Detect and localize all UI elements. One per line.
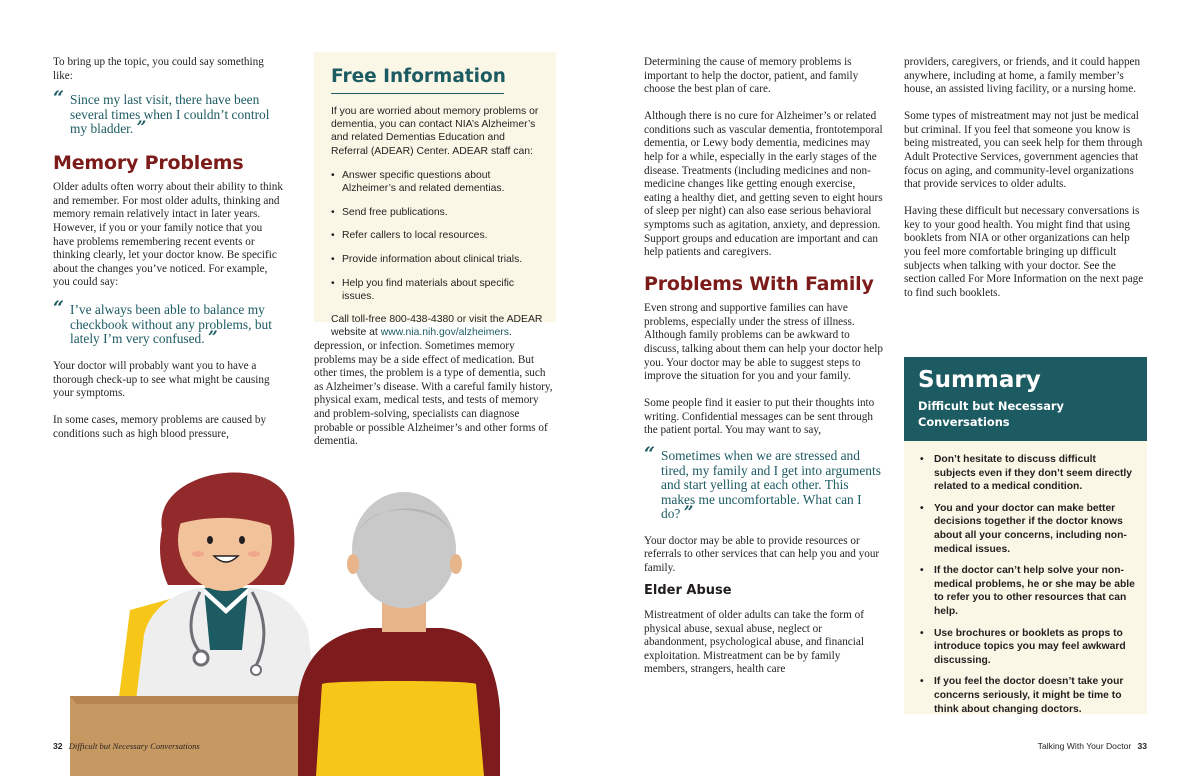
problems-with-family-heading: Problems With Family [644,272,874,295]
memory-problems-heading: Memory Problems [53,151,244,174]
right-footer [1038,741,1147,751]
info-list-item: • Refer callers to local resources. [331,229,543,242]
title-divider [331,93,504,94]
summary-body [904,441,1147,714]
right-col-2 [904,56,1144,300]
close-quote-icon: ” [136,118,147,139]
info-list-item: • Help you find materials about specific issues. [331,277,543,303]
memory-paragraph-3: In some cases, memory problems are caused by conditions such as high blood pressure, [53,414,267,440]
free-information-box [314,52,556,338]
family-paragraph-3: Your doctor may be able to provide resources or referrals to other services that can help you and your family. [644,534,880,574]
info-intro: If you are worried about memory problems or dementia, you can contact NIA’s Alzheimer’s and related Dementias Education and Referral (ADEAR) Center. ADEAR staff can: [331,106,539,157]
open-quote-icon: “ [53,87,64,110]
left-running-title: Difficult but Necessary Conversations [68,741,200,751]
left-col-2 [314,340,556,449]
conversations-paragraph: Having these difficult but necessary conversations is key to your good health. You might find that using booklets from NIA or other organizations can help you feel more comfortable bringing up difficult subjects when talking with your doctor. See the section called For More Information on the next page to find such booklets. [904,205,1144,299]
pull-quote-bladder [53,87,285,139]
info-list-item: • Answer specific questions about Alzheimer’s and related dementias. [331,169,543,195]
left-footer [53,741,200,751]
treatment-paragraph: Although there is no cure for Alzheimer’s or related conditions such as vascular dementia, frontotemporal dementia, or Lewy body dementia, medicines may help for a while, especially in the early stages of the disease. Treatments (including medicines and non-medicine changes like getting enough exercise, eating a healthy diet, and getting seven to eight hours of sleep per night) can also ease serious behavioral symptoms such as agitation, anxiety, and depression. Support groups and education are important and can help patients and caregivers. [644,110,883,259]
cause-paragraph: Determining the cause of memory problems is important to help the doctor, patient, and family choose the best plan of care. [644,56,859,96]
open-quote-icon: “ [644,443,655,466]
adear-website-link[interactable]: www.nia.nih.gov/alzheimers [380,326,509,338]
summary-item: • Don’t hesitate to discuss difficult subjects even if they don’t seem directly related to a medical condition. [918,453,1140,494]
pull-quote-family [644,443,884,524]
right-page-number: 33 [1137,741,1147,751]
summary-list [918,453,1140,724]
summary-title: Summary [918,367,1041,393]
left-page-number: 32 [53,741,63,751]
info-call-text: Call toll-free 800-438-4380 or visit the ADEAR website at www.nia.nih.gov/alzheimers. [331,313,543,338]
summary-item: • You and your doctor can make better decisions together if the doctor knows about all your concerns, including non-medical issues. [918,502,1140,556]
info-list-item: • Send free publications. [331,206,543,219]
info-list-item: • Provide information about clinical trials. [331,253,543,266]
summary-subtitle: Difficult but Necessary Conversations [918,399,1064,429]
pull-quote-checkbook [53,297,285,349]
summary-item: • Use brochures or booklets as props to introduce topics you may feel awkward discussing. [918,627,1140,668]
family-paragraph-1: Even strong and supportive families can have problems, especially under the stress of illness. Although family problems can be awkward to discuss, talking about them can help your doctor help you. Your doctor may be able to suggest steps to improve the situation for you and your family. [644,302,883,383]
close-quote-icon: ” [683,503,694,524]
memory-paragraph-4: depression, or infection. Sometimes memory problems may be a side effect of medication. But other times, the problem is a type of dementia, such as Alzheimer’s disease. With a careful family history, physical exam, medical tests, and tests of memory and problem-solving, specialists can diagnose probable or possible Alzheimer’s and other forms of dementia. [314,340,553,448]
open-quote-icon: “ [53,297,64,320]
family-paragraph-2: Some people find it easier to put their thoughts into writing. Confidential messages can be sent through the patient portal. You may want to say, [644,397,875,437]
summary-item: • If the doctor can’t help solve your non-medical problems, he or she may be able to refer you to other resources that can help. [918,564,1140,618]
free-information-body [331,105,543,339]
quote-text: Sometimes when we are stressed and tired, my family and I get into arguments and start yelling at each other. This makes me uncomfortable. What can I do? [661,448,881,522]
left-col-1 [53,56,285,455]
memory-paragraph-2: Your doctor will probably want you to have a thorough check-up to see what might be causing your symptoms. [53,359,270,400]
elder-abuse-paragraph: Mistreatment of older adults can take the form of physical abuse, sexual abuse, neglect or abandonment, psychological abuse, and financial exploitation. Mistreatment can be by family members, strangers, health care [644,608,864,676]
elder-abuse-heading: Elder Abuse [644,583,732,599]
right-col-1 [644,56,884,677]
info-list [331,169,543,303]
mistreatment-paragraph-1: providers, caregivers, or friends, and it could happen anywhere, including at home, a family member’s house, an assisted living facility, or a nursing home. [904,56,1141,96]
summary-header [904,357,1147,441]
summary-item: • If you feel the doctor doesn’t take your concerns seriously, it might be time to think about changing doctors. [918,675,1140,716]
mistreatment-paragraph-2: Some types of mistreatment may not just be medical but criminal. If you feel that someone you know is being mistreated, you can seek help for them through Adult Protective Services, government agencies that focus on aging, and community-level organizations that provide services to older adults. [904,110,1143,191]
quote-text: Since my last visit, there have been several times when I couldn’t control my bladder. [70,92,270,137]
right-running-title: Talking With Your Doctor [1037,741,1132,751]
quote-text: I’ve always been able to balance my checkbook without any problems, but lately I’m very confused. [70,302,272,347]
doctor-patient-illustration [70,460,530,776]
intro-paragraph: To bring up the topic, you could say something like: [53,56,264,82]
close-quote-icon: ” [207,328,218,349]
free-information-title: Free Information [331,66,506,87]
memory-paragraph-1: Older adults often worry about their ability to think and remember. For most older adults, thinking and memory remain relatively intact in later years. However, if you or your family notice that you have problems remembering recent events or thinking clearly, let your doctor know. Be specific about the changes you’ve noticed. For example, you could say: [53,181,283,289]
